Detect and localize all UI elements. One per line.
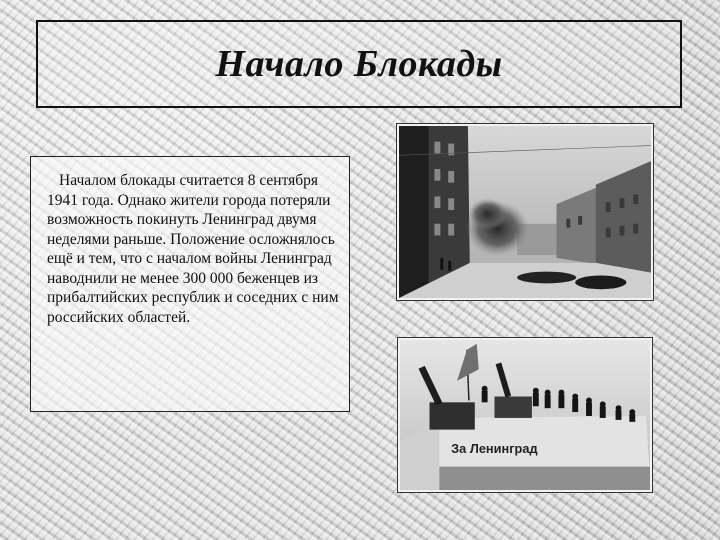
leningrad-street-shelling-photo	[397, 124, 653, 300]
body-text: Началом блокады считается 8 сентября 1941 года. Однако жители города потеряли возможность покинуть Ленинград двумя неделями раньше. Положение осложнялось ещё и тем, что с началом войны Ленинград наводнили не менее 300 000 беженцев из прибалтийских республик и соседних с ним российских областей.	[47, 172, 339, 326]
text-box	[30, 156, 350, 412]
title-box	[36, 20, 682, 108]
slide-title: Начало Блокады	[215, 43, 503, 85]
armored-train-za-leningrad-photo	[398, 338, 652, 492]
train-painted-text: За Ленинград	[451, 441, 538, 456]
